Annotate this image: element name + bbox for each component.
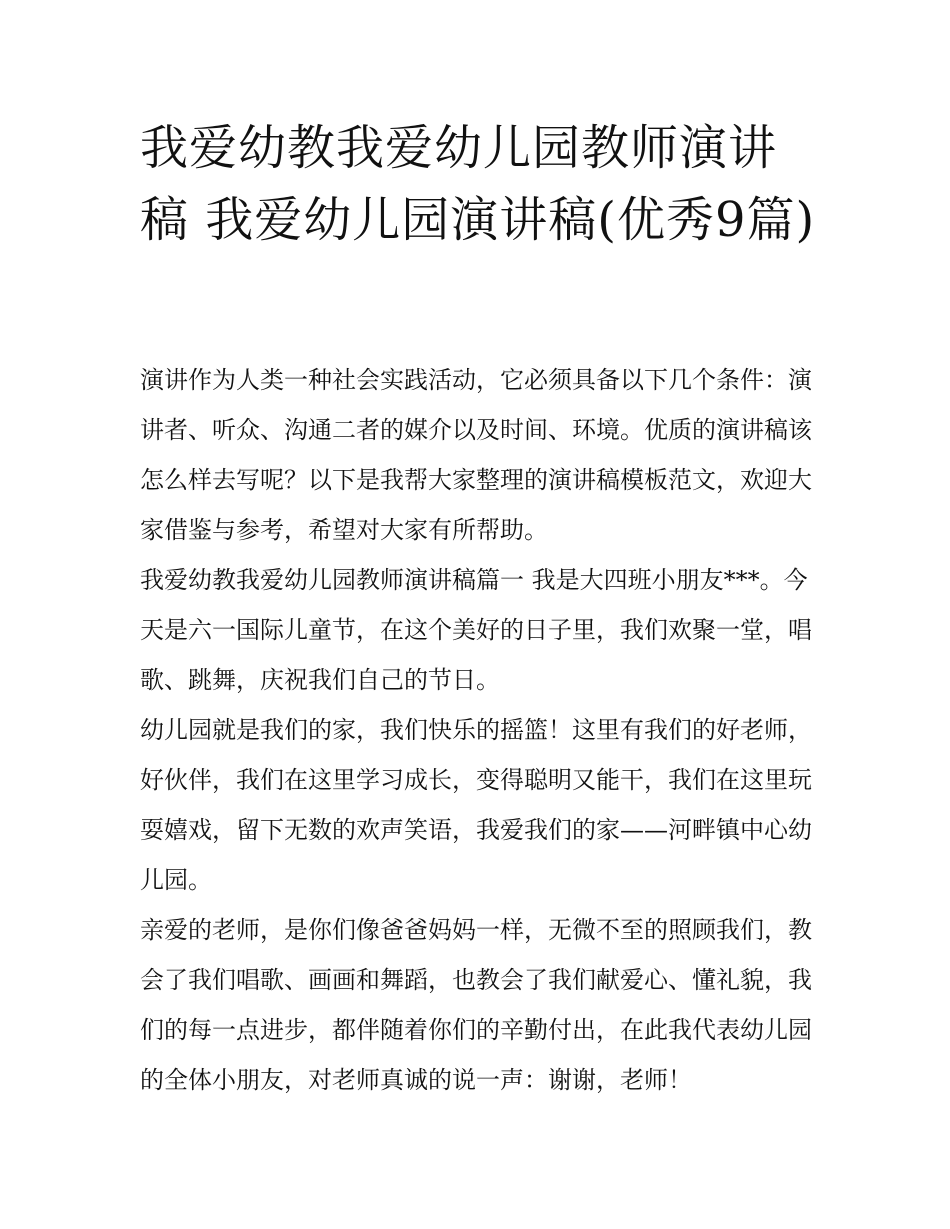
- document-body: [140, 355, 812, 1105]
- paragraph-2: 幼儿园就是我们的家，我们快乐的摇篮！这里有我们的好老师，好伙伴，我们在这里学习成长，变得聪明又能干，我们在这里玩耍嬉戏，留下无数的欢声笑语，我爱我们的家——河畔镇中心幼儿园。: [140, 716, 812, 894]
- paragraph-intro: 演讲作为人类一种社会实践活动，它必须具备以下几个条件：演讲者、听众、沟通二者的媒介以及时间、环境。优质的演讲稿该怎么样去写呢？以下是我帮大家整理的演讲稿模板范文，欢迎大家借鉴与参考，希望对大家有所帮助。: [140, 366, 812, 544]
- paragraph-3: 亲爱的老师，是你们像爸爸妈妈一样，无微不至的照顾我们，教会了我们唱歌、画画和舞蹈，也教会了我们献爱心、懂礼貌，我们的每一点进步，都伴随着你们的辛勤付出，在此我代表幼儿园的全体小朋友，对老师真诚的说一声：谢谢，老师！: [140, 916, 812, 1094]
- paragraph-1: 我爱幼教我爱幼儿园教师演讲稿篇一 我是大四班小朋友***。今天是六一国际儿童节，在这个美好的日子里，我们欢聚一堂，唱歌、跳舞，庆祝我们自己的节日。: [140, 566, 812, 694]
- document-title: 我爱幼教我爱幼儿园教师演讲稿 我爱幼儿园演讲稿(优秀9篇): [140, 120, 816, 248]
